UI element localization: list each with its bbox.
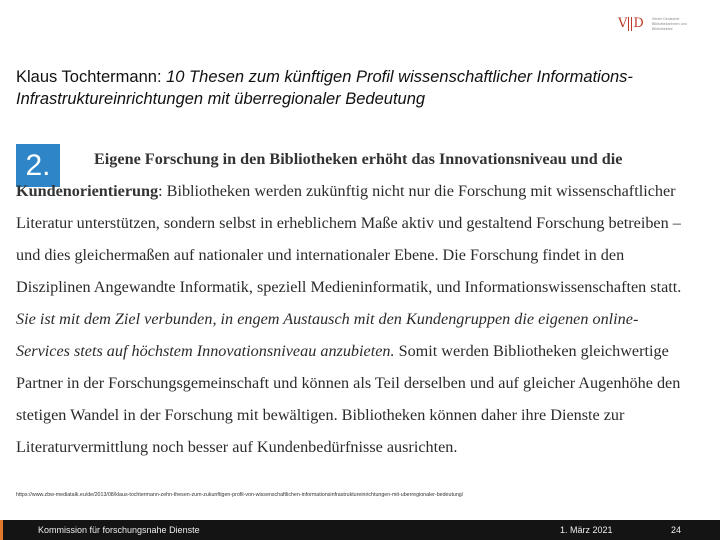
footer-date: 1. März 2021 bbox=[560, 525, 613, 535]
thesis-heading: Eigene Forschung in den Bibliotheken erhöht das Innovationsniveau und die Kundenorientierung bbox=[16, 150, 623, 200]
slide-title bbox=[16, 66, 706, 110]
slide-footer bbox=[0, 520, 720, 540]
vdb-logo bbox=[618, 16, 708, 40]
title-author: Klaus Tochtermann: bbox=[16, 68, 162, 86]
footer-commission-label: Kommission für forschungsnahe Dienste bbox=[38, 525, 200, 535]
source-url-link[interactable]: https://www.zbw-mediatalk.eu/de/2013/08/klaus-tochtermann-zehn-thesen-zum-zukunftigen-profil-von-wissenschaftlichen-informationsinfrastruktureinrichtungen-mit-uberregionaler-bedeutung/ bbox=[16, 492, 464, 498]
vdb-logo-mark: V D bbox=[618, 16, 644, 31]
footer-accent-bar bbox=[0, 520, 3, 540]
title-text: 10 Thesen zum künftigen Profil wissenschaftlicher Informations-Infrastruktureinrichtungen mit überregionaler Bedeutung bbox=[16, 68, 633, 108]
thesis-number-badge: 2. bbox=[16, 144, 60, 187]
thesis-text-2: Somit werden Bibliotheken gleichwertige Partner in der Forschungsgemeinschaft und können als Teil derselben und auf gleicher Augenhöhe den stetigen Wandel in der Forschung mit bewältigen. Bibliotheken können daher ihre Dienste zur Literaturvermittlung noch besser auf Kundenbedürfnisse ausrichten. bbox=[16, 342, 681, 456]
vdb-logo-subtitle: Verein Deutscher Bibliothekarinnen und Bibliothekare bbox=[652, 17, 687, 31]
footer-page-number: 24 bbox=[671, 525, 682, 535]
thesis-body bbox=[16, 143, 692, 463]
thesis-emphasis: Sie ist mit dem Ziel verbunden, in engem Austausch mit den Kundengruppen die eigenen online-Services stets auf höchstem Innovationsniveau anzubieten. bbox=[16, 310, 639, 360]
thesis-text-1: : Bibliotheken werden zukünftig nicht nur die Forschung mit wissenschaftlicher Literatur unterstützen, sondern selbst in erheblichem Maße aktiv und gestaltend Forschung betreiben – und dies gleichermaßen auf nationaler und internationaler Ebene. Die Forschung findet in den Disziplinen Angewandte Informatik, speziell Medieninformatik, und Informationswissenschaften statt. bbox=[16, 182, 682, 296]
